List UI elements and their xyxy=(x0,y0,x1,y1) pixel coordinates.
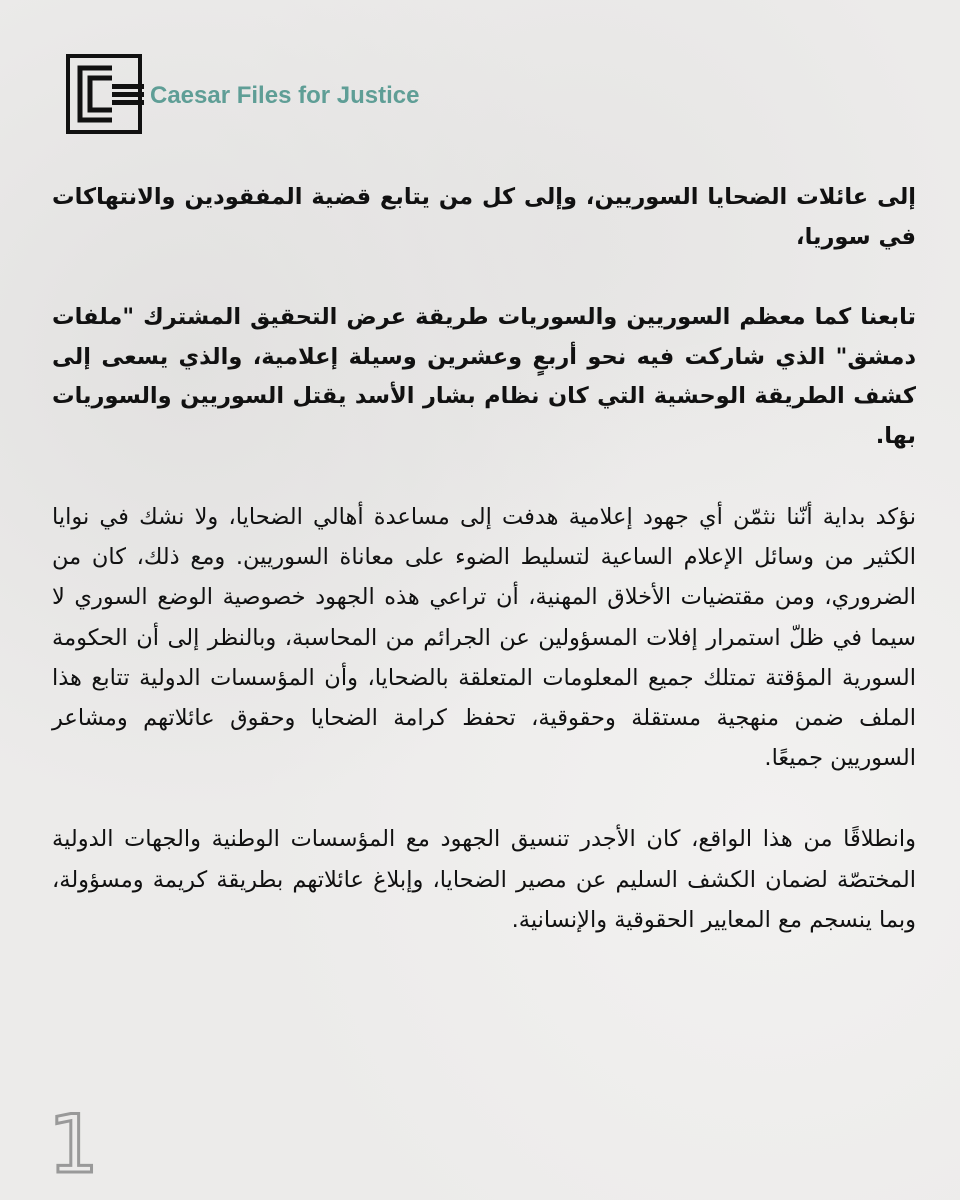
conclusion-paragraph: وانطلاقًا من هذا الواقع، كان الأجدر تنسيق الجهود مع المؤسسات الوطنية والجهات الدولية المختصّة لضمان الكشف السليم عن مصير الضحايا، وإبلاغ عائلاتهم بطريقة كريمة ومسؤولة، وبما ينسجم مع المعايير الحقوقية والإنسانية. xyxy=(52,826,916,933)
logo xyxy=(66,54,419,134)
page-number: 1 xyxy=(48,1098,99,1191)
salutation-paragraph: إلى عائلات الضحايا السوريين، وإلى كل من يتابع قضية المفقودين والانتهاكات في سوريا، xyxy=(52,184,916,250)
body-paragraph: نؤكد بداية أنّنا نثمّن أي جهود إعلامية هدفت إلى مساعدة أهالي الضحايا، ولا نشك في نوايا الكثير من وسائل الإعلام الساعية لتسليط الضوء على معاناة السوريين. ومع ذلك، كان من الضروري، ومن مقتضيات الأخلاق المهنية، أن تراعي هذه الجهود خصوصية الوضع السوري لا سيما في ظلّ استمرار إفلات المسؤولين عن الجرائم من المحاسبة، وبالنظر إلى أن الحكومة السورية المؤقتة تمتلك جميع المعلومات المتعلقة بالضحايا، وأن المؤسسات الدولية تتابع هذا الملف ضمن منهجية مستقلة وحقوقية، تحفظ كرامة الضحايا وحقوق عائلاتهم ومشاعر السوريين جميعًا. xyxy=(52,504,916,772)
caesar-logo-icon xyxy=(66,54,144,134)
intro-paragraph: تابعنا كما معظم السوريين والسوريات طريقة عرض التحقيق المشترك "ملفات دمشق" الذي شاركت فيه نحو أربعٍ وعشرين وسيلة إعلامية، والذي يسعى إلى كشف الطريقة الوحشية التي كان نظام بشار الأسد يقتل السوريين والسوريات بها. xyxy=(52,304,916,449)
letter-body xyxy=(52,178,916,981)
brand-name: Caesar Files for Justice xyxy=(150,81,420,109)
